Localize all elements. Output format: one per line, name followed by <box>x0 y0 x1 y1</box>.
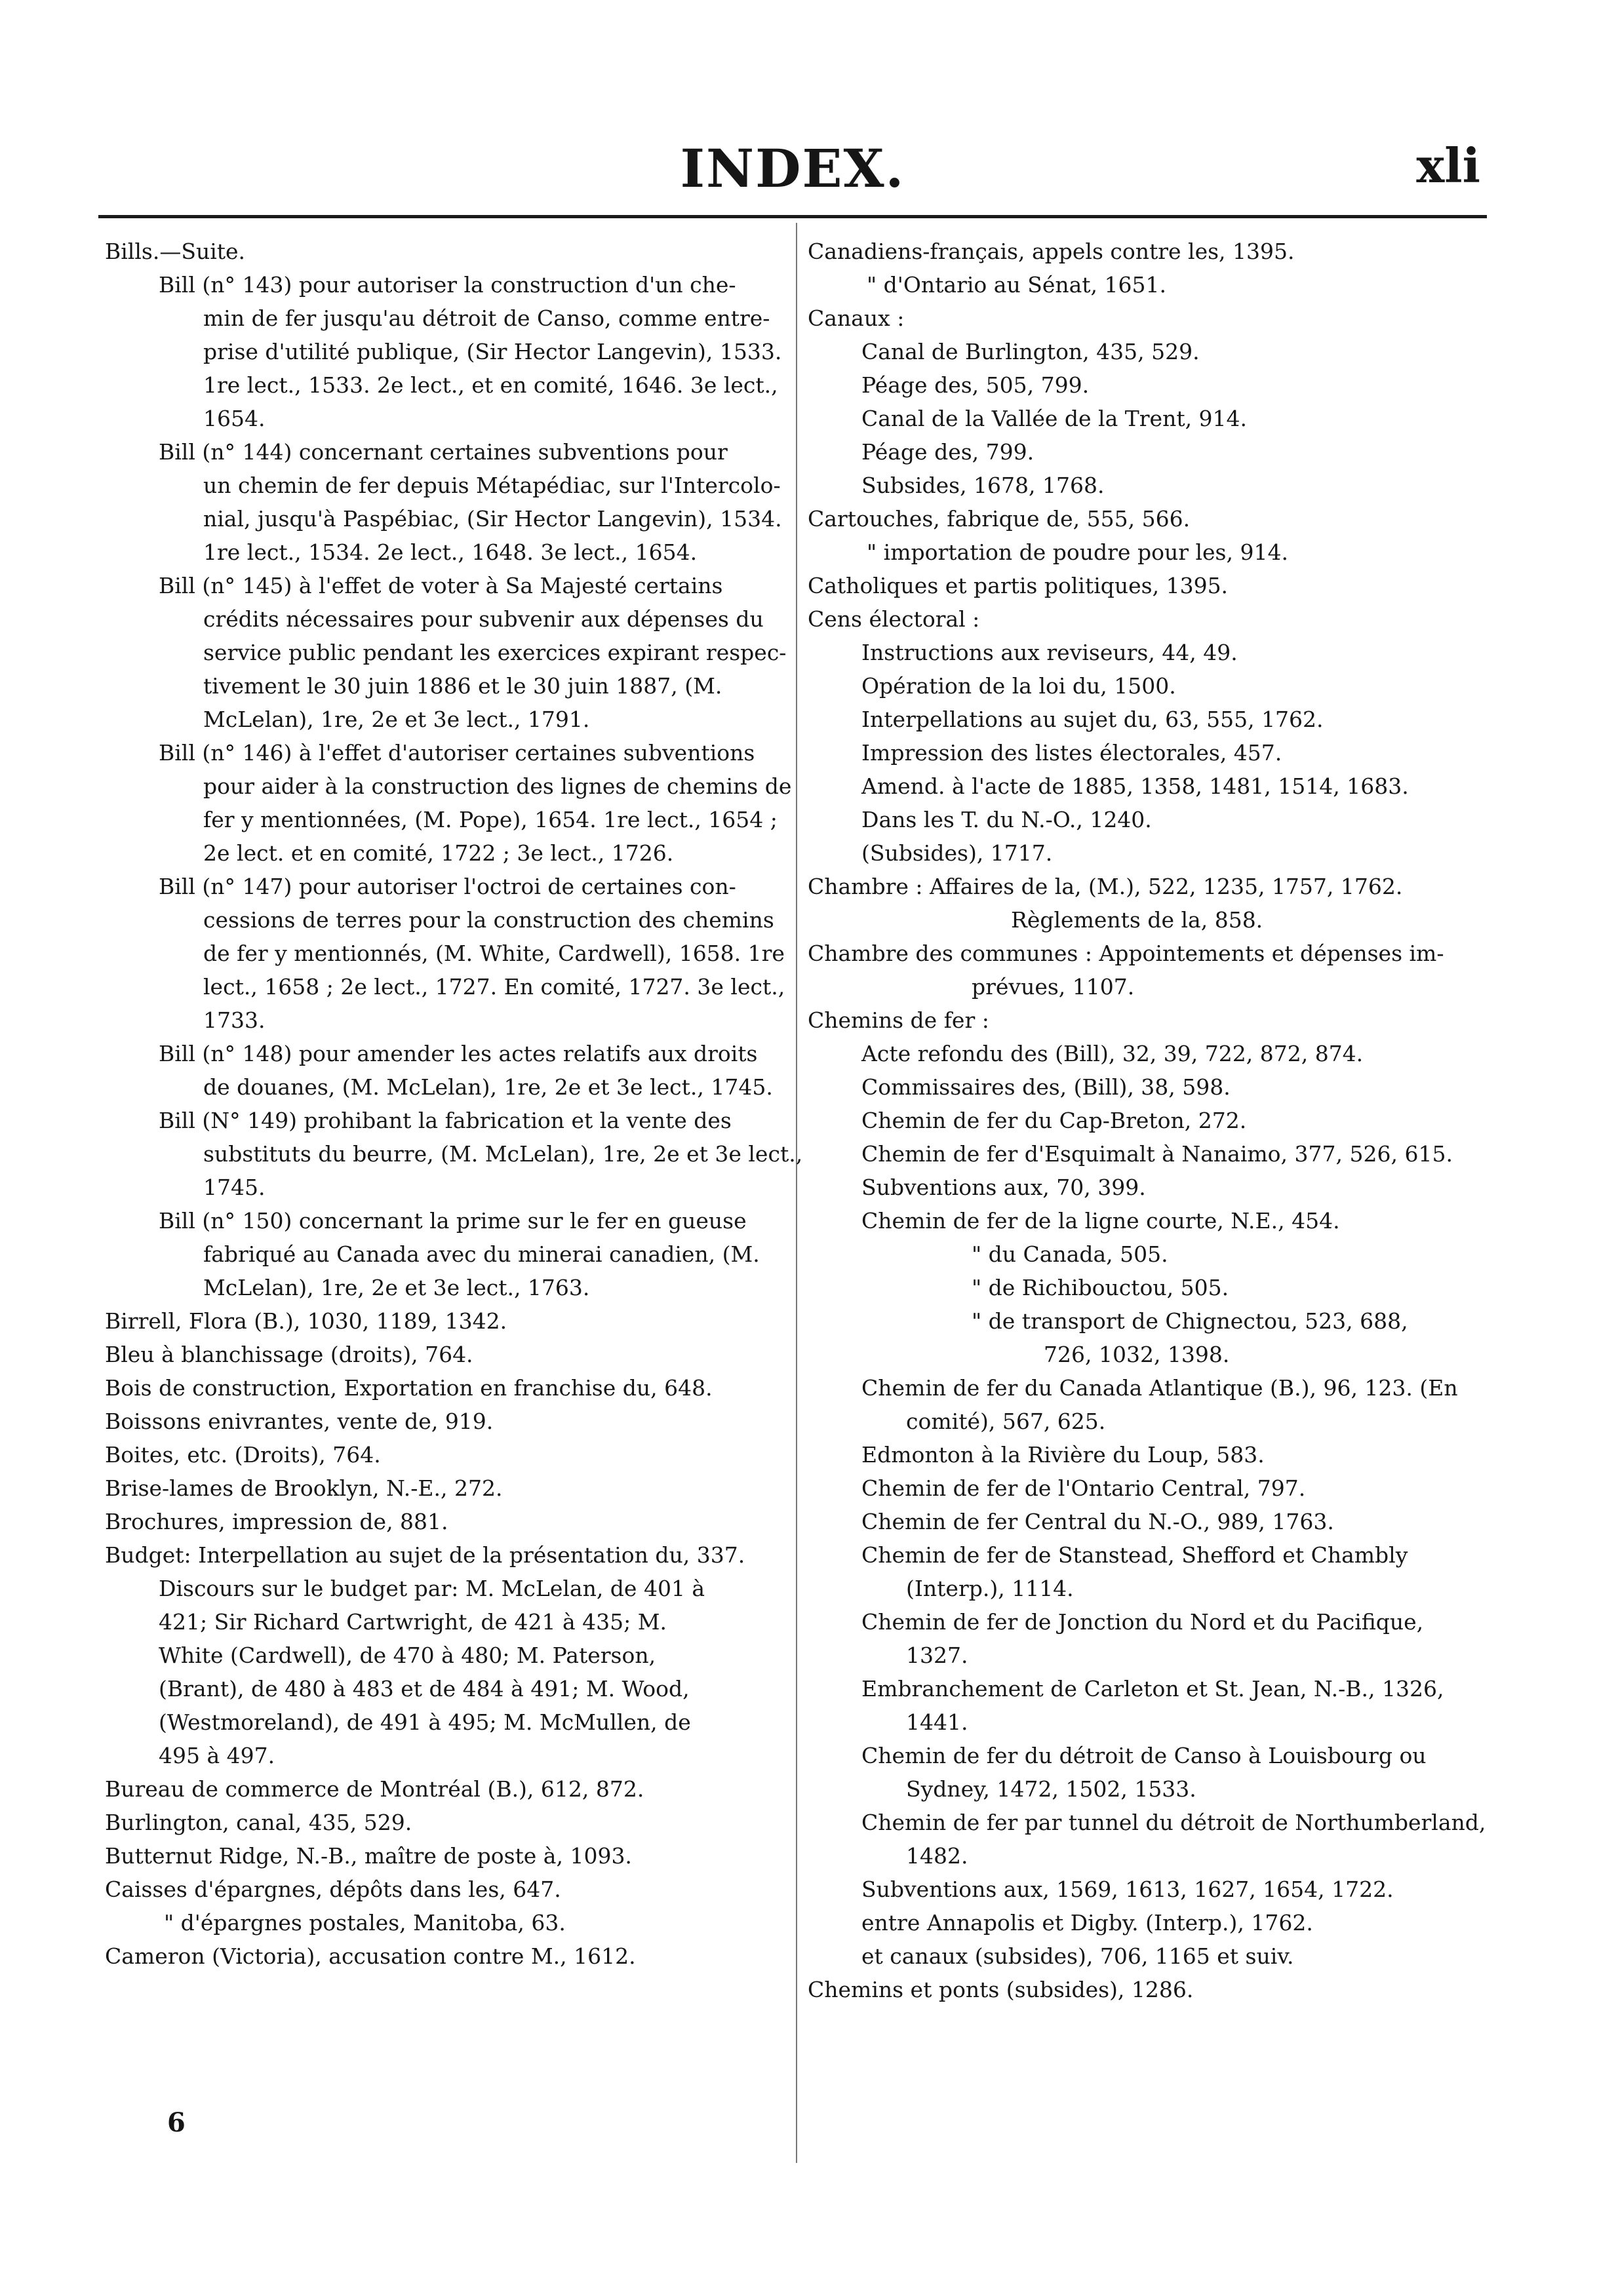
index-line: Bill (n° 146) à l'effet d'autoriser certaines subventions <box>159 740 755 766</box>
right-column <box>808 235 1490 2006</box>
index-line: " de Richibouctou, 505. <box>972 1275 1229 1300</box>
index-line: entre Annapolis et Digby. (Interp.), 1762. <box>861 1910 1313 1936</box>
index-line: (Subsides), 1717. <box>861 840 1053 866</box>
index-line: White (Cardwell), de 470 à 480; M. Paterson, <box>159 1643 656 1668</box>
index-line: Canal de la Vallée de la Trent, 914. <box>861 406 1248 431</box>
index-line: 421; Sir Richard Cartwright, de 421 à 435; M. <box>159 1609 667 1635</box>
index-line: nial, jusqu'à Paspébiac, (Sir Hector Langevin), 1534. <box>203 506 782 532</box>
index-line: fer y mentionnées, (M. Pope), 1654. 1re lect., 1654 ; <box>203 807 778 832</box>
index-line: Acte refondu des (Bill), 32, 39, 722, 872, 874. <box>861 1041 1364 1066</box>
index-line: 495 à 497. <box>159 1743 275 1768</box>
index-line: Chemin de fer Central du N.-O., 989, 1763. <box>861 1509 1334 1534</box>
index-line: Canal de Burlington, 435, 529. <box>861 339 1200 364</box>
header-rule <box>98 215 1487 218</box>
index-line: Cameron (Victoria), accusation contre M., 1612. <box>105 1943 636 1969</box>
index-line: (Interp.), 1114. <box>906 1576 1074 1601</box>
index-line: prise d'utilité publique, (Sir Hector Langevin), 1533. <box>203 339 782 364</box>
index-line: service public pendant les exercices expirant respec- <box>203 640 787 665</box>
index-line: Péage des, 505, 799. <box>861 372 1090 398</box>
index-line: Brochures, impression de, 881. <box>105 1509 448 1534</box>
index-line: Budget: Interpellation au sujet de la présentation du, 337. <box>105 1542 745 1568</box>
index-line: " de transport de Chignectou, 523, 688, <box>972 1308 1408 1334</box>
index-line: Chambre des communes : Appointements et dépenses im- <box>808 941 1444 966</box>
index-line: tivement le 30 juin 1886 et le 30 juin 1887, (M. <box>203 673 722 699</box>
index-line: Bill (n° 145) à l'effet de voter à Sa Majesté certains <box>159 573 723 598</box>
index-line: Chemin de fer de l'Ontario Central, 797. <box>861 1475 1306 1501</box>
index-line: Canadiens-français, appels contre les, 1395. <box>808 239 1295 264</box>
index-line: comité), 567, 625. <box>906 1409 1106 1434</box>
index-line: Péage des, 799. <box>861 439 1035 465</box>
index-line: McLelan), 1re, 2e et 3e lect., 1791. <box>203 707 590 732</box>
index-line: Brise-lames de Brooklyn, N.-E., 272. <box>105 1475 503 1501</box>
index-line: pour aider à la construction des lignes de chemins de <box>203 773 792 799</box>
index-line: 1733. <box>203 1007 266 1033</box>
index-line: lect., 1658 ; 2e lect., 1727. En comité, 1727. 3e lect., <box>203 974 785 1000</box>
index-line: Chemins de fer : <box>808 1007 989 1033</box>
index-line: Bill (N° 149) prohibant la fabrication et la vente des <box>159 1108 732 1133</box>
index-line: Chemin de fer du Cap-Breton, 272. <box>861 1108 1247 1133</box>
index-line: cessions de terres pour la construction des chemins <box>203 907 774 933</box>
page-header <box>98 111 1487 197</box>
index-line: Subventions aux, 1569, 1613, 1627, 1654, 1722. <box>861 1877 1394 1902</box>
index-line: Bois de construction, Exportation en franchise du, 648. <box>105 1375 713 1401</box>
index-line: de fer y mentionnés, (M. White, Cardwell), 1658. 1re <box>203 941 785 966</box>
index-line: Boites, etc. (Droits), 764. <box>105 1442 381 1468</box>
index-line: Cens électoral : <box>808 606 980 632</box>
index-line: Bill (n° 147) pour autoriser l'octroi de certaines con- <box>159 874 736 899</box>
index-line: Opération de la loi du, 1500. <box>861 673 1176 699</box>
index-line: Edmonton à la Rivière du Loup, 583. <box>861 1442 1265 1468</box>
index-line: Règlements de la, 858. <box>1011 907 1263 933</box>
index-line: Interpellations au sujet du, 63, 555, 1762. <box>861 707 1324 732</box>
index-line: 1327. <box>906 1643 968 1668</box>
index-line: Amend. à l'acte de 1885, 1358, 1481, 1514, 1683. <box>861 773 1409 799</box>
index-line: Bill (n° 148) pour amender les actes relatifs aux droits <box>159 1041 758 1066</box>
index-line: 1re lect., 1533. 2e lect., et en comité, 1646. 3e lect., <box>203 372 778 398</box>
index-line: Bleu à blanchissage (droits), 764. <box>105 1342 473 1367</box>
index-line: Boissons enivrantes, vente de, 919. <box>105 1409 494 1434</box>
index-line: 2e lect. et en comité, 1722 ; 3e lect., 1726. <box>203 840 674 866</box>
column-divider <box>796 223 797 2163</box>
index-line: Burlington, canal, 435, 529. <box>105 1810 412 1835</box>
index-line: Cartouches, fabrique de, 555, 566. <box>808 506 1191 532</box>
index-line: Chemins et ponts (subsides), 1286. <box>808 1977 1194 2002</box>
index-line: Chemin de fer du détroit de Canso à Louisbourg ou <box>861 1743 1427 1768</box>
index-line: Sydney, 1472, 1502, 1533. <box>906 1776 1196 1802</box>
index-line: Chemin de fer de la ligne courte, N.E., 454. <box>861 1208 1340 1234</box>
index-line: (Westmoreland), de 491 à 495; M. McMullen, de <box>159 1709 691 1735</box>
index-line: Bureau de commerce de Montréal (B.), 612, 872. <box>105 1776 644 1802</box>
index-line: crédits nécessaires pour subvenir aux dépenses du <box>203 606 764 632</box>
index-line: substituts du beurre, (M. McLelan), 1re, 2e et 3e lect., <box>203 1141 803 1167</box>
index-line: " importation de poudre pour les, 914. <box>867 539 1288 565</box>
index-line: Chambre : Affaires de la, (M.), 522, 1235, 1757, 1762. <box>808 874 1403 899</box>
index-line: 1re lect., 1534. 2e lect., 1648. 3e lect., 1654. <box>203 539 698 565</box>
index-line: (Brant), de 480 à 483 et de 484 à 491; M. Wood, <box>159 1676 690 1702</box>
index-line: min de fer jusqu'au détroit de Canso, comme entre- <box>203 305 770 331</box>
index-line: McLelan), 1re, 2e et 3e lect., 1763. <box>203 1275 590 1300</box>
page-title: INDEX. <box>680 138 905 199</box>
index-line: fabriqué au Canada avec du minerai canadien, (M. <box>203 1241 760 1267</box>
index-line: Catholiques et partis politiques, 1395. <box>808 573 1229 598</box>
index-line: Chemin de fer d'Esquimalt à Nanaimo, 377, 526, 615. <box>861 1141 1453 1167</box>
index-line: prévues, 1107. <box>972 974 1135 1000</box>
index-line: Dans les T. du N.-O., 1240. <box>861 807 1152 832</box>
signature-mark: 6 <box>167 2107 186 2138</box>
left-column <box>105 235 803 1973</box>
index-line: Subsides, 1678, 1768. <box>861 473 1105 498</box>
index-line: Bills.—Suite. <box>105 239 246 264</box>
index-line: Canaux : <box>808 305 905 331</box>
index-line: 1745. <box>203 1175 266 1200</box>
index-line: de douanes, (M. McLelan), 1re, 2e et 3e lect., 1745. <box>203 1074 773 1100</box>
index-line: Commissaires des, (Bill), 38, 598. <box>861 1074 1231 1100</box>
index-line: 1482. <box>906 1843 968 1869</box>
index-line: " du Canada, 505. <box>972 1241 1168 1267</box>
index-line: Chemin de fer de Stanstead, Shefford et Chambly <box>861 1542 1408 1568</box>
index-line: Caisses d'épargnes, dépôts dans les, 647. <box>105 1877 561 1902</box>
index-line: Impression des listes électorales, 457. <box>861 740 1282 766</box>
index-line: Butternut Ridge, N.-B., maître de poste à, 1093. <box>105 1843 632 1869</box>
index-line: Bill (n° 150) concernant la prime sur le fer en gueuse <box>159 1208 747 1234</box>
index-line: et canaux (subsides), 706, 1165 et suiv. <box>861 1943 1294 1969</box>
index-line: 726, 1032, 1398. <box>1044 1342 1230 1367</box>
index-line: 1441. <box>906 1709 968 1735</box>
index-line: " d'Ontario au Sénat, 1651. <box>867 272 1166 298</box>
index-line: Birrell, Flora (B.), 1030, 1189, 1342. <box>105 1308 507 1334</box>
index-line: Bill (n° 143) pour autoriser la construction d'un che- <box>159 272 736 298</box>
index-line: Subventions aux, 70, 399. <box>861 1175 1146 1200</box>
index-line: un chemin de fer depuis Métapédiac, sur l'Intercolo- <box>203 473 781 498</box>
index-line: Chemin de fer par tunnel du détroit de Northumberland, <box>861 1810 1486 1835</box>
index-line: Instructions aux reviseurs, 44, 49. <box>861 640 1238 665</box>
index-line: Discours sur le budget par: M. McLelan, de 401 à <box>159 1576 705 1601</box>
index-line: " d'épargnes postales, Manitoba, 63. <box>164 1910 566 1936</box>
page-number: xli <box>1416 138 1480 193</box>
index-line: Embranchement de Carleton et St. Jean, N.-B., 1326, <box>861 1676 1444 1702</box>
index-line: Chemin de fer de Jonction du Nord et du Pacifique, <box>861 1609 1424 1635</box>
index-line: 1654. <box>203 406 266 431</box>
index-line: Chemin de fer du Canada Atlantique (B.), 96, 123. (En <box>861 1375 1458 1401</box>
index-line: Bill (n° 144) concernant certaines subventions pour <box>159 439 728 465</box>
